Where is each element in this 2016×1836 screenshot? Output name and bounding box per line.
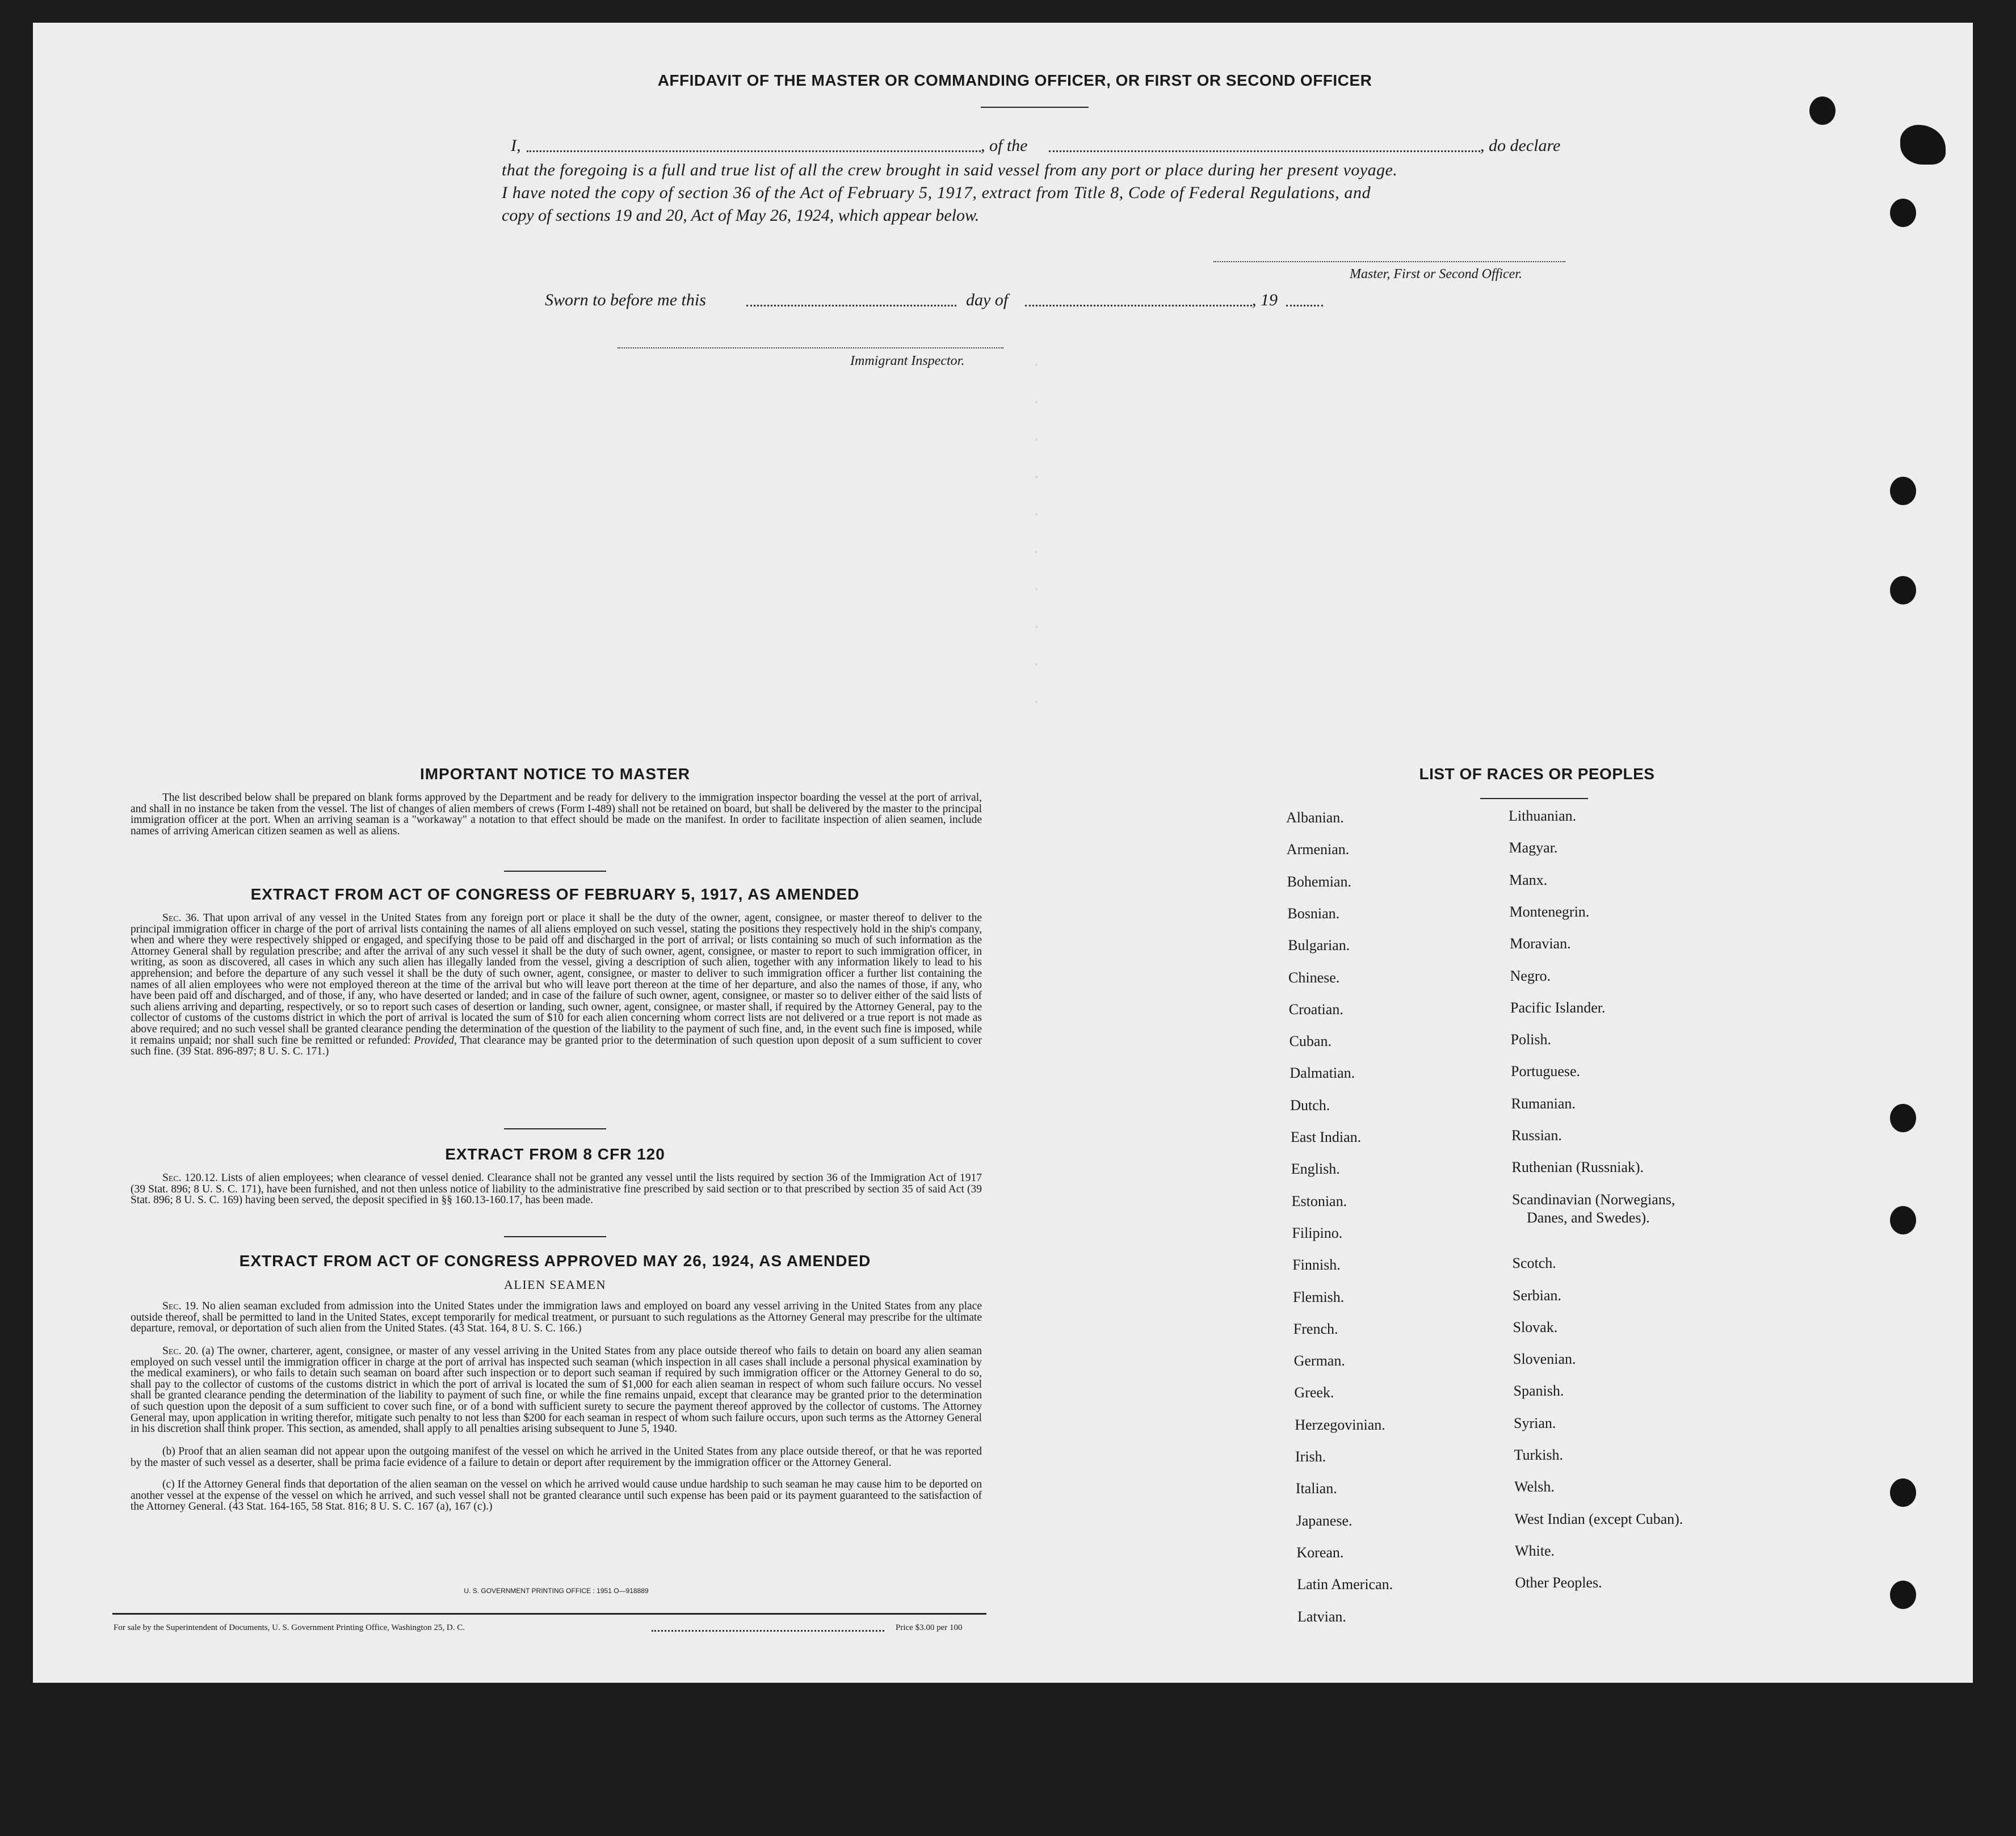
punch-hole [1890, 576, 1916, 604]
affidavit-of-the: , of the [981, 136, 1028, 155]
bleed-through-text: · · · · · · · · · · [1032, 356, 1041, 711]
affidavit-line-4: copy of sections 19 and 20, Act of May 26, 1924, which appear below. [502, 206, 980, 225]
race-item: Slovak. [1513, 1318, 1558, 1335]
notice-title: IMPORTANT NOTICE TO MASTER [419, 765, 691, 783]
day-of-label: day of [966, 291, 1009, 309]
punch-hole [1890, 1478, 1916, 1507]
race-item: West Indian (except Cuban). [1514, 1510, 1683, 1527]
extract-1924-sec19 [131, 1301, 982, 1334]
race-item: Cuban. [1289, 1033, 1332, 1050]
race-item: Ruthenian (Russniak). [1511, 1159, 1644, 1176]
race-item: Syrian. [1514, 1414, 1556, 1431]
divider [504, 871, 606, 872]
race-item: Filipino. [1292, 1224, 1343, 1241]
section-body: That upon arrival of any vessel in the United States from any foreign port or place it shall be the duty of the owner, agent, consignee, or master thereof to deliver to the principal immigration officer in charge of the port of arrival lists containing the names of all aliens employed on such vessel, stating the positions they respectively hold in the ship's company, when and where they were respectively shipped or engaged, and specifying those to be paid off and discharged in the port of arrival; or lists containing so much of such information as the Attorney General shall by regulation prescribe; and after the arrival of any such vessel it shall be the duty of such owner, agent, consignee, or master to report to such immigration officer, in writing, as soon as discovered, all cases in which any such alien has illegally landed from the vessel, giving a description of such alien, together with any information likely to lead to his apprehension; and before the departure of any such vessel it shall be the duty of such owner, agent, consignee, or master to deliver to such immigration officer a further list containing the names of all alien employees who were not employed thereon at the time of the arrival but who will leave port thereon at the time of her departure, and also the names of those, if any, who have been paid off and discharged, and of those, if any, who have deserted or landed; and in case of the failure of such owner, agent, consignee, or master so to deliver either of the said lists of such aliens arriving and departing, respectively, or so to report such cases of desertion or landing, such owner, agent, consignee, or master shall, if required by the Attorney General, pay to the collector of customs of the customs district in which the port of arrival is located the sum of $10 for each alien concerning whom correct lists are not delivered or a true report is not made as above required; and no such vessel shall be granted clearance pending the determination of the question of the liability to the payment of such fine, and, in the event such fine is imposed, while it remains unpaid; nor shall such fine be remitted or refunded: [131, 912, 982, 1047]
race-item: Scandinavian (Norwegians, Danes, and Swedes). [1512, 1191, 1675, 1226]
year-label: , 19 [1252, 291, 1278, 309]
race-item: Irish. [1295, 1448, 1326, 1465]
section-label: Sec. 20. [162, 1345, 199, 1357]
affidavit-i: I, [511, 136, 521, 155]
inspector-label: Immigrant Inspector. [850, 354, 965, 368]
section-body: Lists of alien employees; when clearance of vessel denied. Clearance shall not be granted any vessel until the lists required by section 36 of the Immigration Act of 1917 (39 Stat. 896; 8 U. S. C. 171), have been furnished, and not then unless notice of liability to the administrative fine prescribed by said section or to that prescribed by section 35 of said Act (39 Stat. 896; 8 U. S. C. 169) having been served, the deposit specified in §§ 160.13-160.17, has been made. [131, 1172, 982, 1207]
race-item: White. [1515, 1542, 1555, 1559]
binder-tear [1900, 125, 1946, 165]
affidavit-line-3: I have noted the copy of section 36 of the Act of February 5, 1917, extract from Title 8, Code of Federal Regulations, and [502, 183, 1371, 202]
race-item: Dalmatian. [1290, 1065, 1355, 1082]
affidavit-title: AFFIDAVIT OF THE MASTER OR COMMANDING OFFICER, OR FIRST OR SECOND OFFICER [657, 72, 1372, 89]
race-item: Turkish. [1514, 1447, 1563, 1463]
extract-1924-subtitle: ALIEN SEAMEN [504, 1278, 606, 1292]
race-item: Russian. [1511, 1127, 1562, 1144]
race-item: Moravian. [1510, 935, 1571, 952]
inspector-signature-line[interactable] [618, 347, 1003, 348]
extract-1917-title: EXTRACT FROM ACT OF CONGRESS OF FEBRUARY 5, 1917, AS AMENDED [250, 885, 860, 903]
punch-hole [1890, 1206, 1916, 1234]
extract-1924-sec20c: (c) If the Attorney General finds that deportation of the alien seaman on the vessel on which he arrived would cause undue hardship to such seaman he may cause him to be deported on another vessel at the expense of the vessel on which he arrived, and such vessel shall not be granted clearance until such expense has been paid or its payment guaranteed to the satisfaction of the Attorney General. (43 Stat. 164-165, 58 Stat. 816; 8 U. S. C. 167 (a), 167 (c).) [131, 1478, 982, 1513]
race-item: Korean. [1296, 1544, 1344, 1561]
section-label: Sec. 19. [162, 1300, 199, 1312]
divider [504, 1128, 606, 1129]
race-item: Japanese. [1296, 1512, 1353, 1529]
race-item: Montenegrin. [1509, 903, 1590, 920]
punch-hole [1890, 1104, 1916, 1132]
extract-1924-sec20a [131, 1346, 982, 1435]
race-item: Manx. [1509, 871, 1548, 888]
race-item: Rumanian. [1511, 1095, 1576, 1112]
race-item: Magyar. [1509, 839, 1558, 856]
race-item: Latvian. [1297, 1608, 1346, 1625]
vessel-field[interactable] [1049, 150, 1480, 152]
punch-hole [1890, 477, 1916, 505]
proviso-label: Provided, [414, 1034, 457, 1047]
extract-1924-title: EXTRACT FROM ACT OF CONGRESS APPROVED MAY 26, 1924, AS AMENDED [239, 1252, 871, 1270]
footer-rule [112, 1613, 986, 1615]
sworn-month-field[interactable] [1025, 305, 1252, 306]
section-body: No alien seaman excluded from admission into the United States under the immigration laws and employed on board any vessel arriving in the United States from any place outside thereof, shall be permitted to land in the United States, except temporarily for medical treatment, or pursuant to such regulations as the Attorney General may prescribe for the ultimate departure, removal, or deportation of such alien from the United States. (43 Stat. 164, 8 U. S. C. 166.) [131, 1300, 982, 1335]
race-item: Lithuanian. [1509, 808, 1577, 824]
master-label: Master, First or Second Officer. [1350, 267, 1522, 282]
proviso-body: That clearance may be granted prior to the determination of such question upon deposit of a sum sufficient to cover such fine. (39 Stat. 896-897; 8 U. S. C. 171.) [131, 1034, 982, 1058]
race-item: Latin American. [1297, 1576, 1393, 1593]
sworn-day-field[interactable] [746, 305, 956, 306]
document-page [33, 23, 1973, 1683]
race-item: Chinese. [1288, 969, 1340, 986]
races-title: LIST OF RACES OR PEOPLES [1419, 765, 1655, 783]
punch-hole [1890, 1581, 1916, 1609]
race-item: Serbian. [1513, 1287, 1561, 1304]
race-item: Other Peoples. [1515, 1574, 1602, 1591]
race-item: Dutch. [1290, 1096, 1330, 1114]
race-item: Bosnian. [1287, 905, 1340, 922]
affidavit-line-2: that the foregoing is a full and true list of all the crew brought in said vessel from any port or place during her present voyage. [502, 161, 1398, 179]
race-item: Bulgarian. [1288, 937, 1350, 954]
race-item: Croatian. [1288, 1001, 1343, 1018]
section-body: (a) The owner, charterer, agent, consignee, or master of any vessel arriving in the United States from any place outside thereof who fails to detain on board any alien seaman employed on such vessel until the immigration officer in charge at the port of arrival has inspected such seaman (which inspection in all cases shall include a personal physical examination by the medical examiners), or who fails to detain such seaman on board after such inspection or to deport such seaman if required by such immigration officer or the Attorney General to do so, shall pay to the collector of customs of the customs district in which the port of arrival is located the sum of $1,000 for each alien seaman in respect of whom such failure occurs. No vessel shall be granted clearance pending the determination of the liability to payment of such fine, or while the fine remains unpaid, except that clearance may be granted prior to the determination of such question upon the deposit of a sum sufficient to cover such fine, or of a bond with sufficient surety to secure the payment thereof approved by the collector of customs. The Attorney General may, upon application in writing therefor, mitigate such penalty to not less than $200 for each seaman in respect of whom such failure occurs, upon such terms as the Attorney General in his discretion shall think proper. This section, as amended, shall apply to all penalties arising subsequent to June 5, 1940. [131, 1345, 982, 1435]
affidavit-do-declare: , do declare [1480, 136, 1561, 155]
extract-1917-text [131, 913, 982, 1057]
footer-price: Price $3.00 per 100 [896, 1623, 963, 1632]
divider [504, 1236, 606, 1237]
divider [981, 107, 1089, 108]
extract-1924-sec20b: (b) Proof that an alien seaman did not appear upon the outgoing manifest of the vessel on which he arrived in the United States from any place outside thereof, or that he was reported by the master of such vessel as a deserter, shall be prima facie evidence of a failure to detain or deport after requirement by the immigration officer or the Attorney General. [131, 1446, 982, 1469]
race-item: Portuguese. [1511, 1063, 1581, 1080]
race-item: Negro. [1510, 967, 1551, 984]
footer-leaders [652, 1630, 884, 1632]
race-item: East Indian. [1291, 1129, 1362, 1145]
section-label: Sec. 120.12. [162, 1172, 218, 1184]
extract-cfr-title: EXTRACT FROM 8 CFR 120 [445, 1145, 665, 1163]
punch-hole [1809, 96, 1836, 125]
race-item: English. [1291, 1161, 1340, 1178]
race-item: French. [1293, 1320, 1338, 1337]
notice-text: The list described below shall be prepared on blank forms approved by the Department and be ready for delivery to the immigration inspector boarding the vessel at the port of arrival, and shall in no instance be taken from the vessel. The list of changes of alien members of crews (Form I-489) shall not be retained on board, but shall be delivered by the master to the principal immigration officer at the port. When an arriving seaman is a "workaway" a notation to that effect should be made on the manifest. In order to facilitate inspection of alien seamen, include names of arriving American citizen seamen as well as aliens. [131, 792, 982, 837]
race-item: Welsh. [1514, 1478, 1555, 1495]
sworn-year-field[interactable] [1286, 305, 1323, 306]
race-item: German. [1293, 1352, 1345, 1369]
race-item: Estonian. [1291, 1192, 1347, 1209]
sworn-label: Sworn to before me this [545, 291, 706, 309]
race-item: Armenian. [1286, 841, 1350, 858]
race-item: Slovenian. [1513, 1351, 1576, 1368]
race-item: Flemish. [1293, 1288, 1345, 1305]
race-item: Albanian. [1286, 809, 1344, 826]
printing-office-line: U. S. GOVERNMENT PRINTING OFFICE : 1951 O—918889 [464, 1587, 649, 1595]
race-item: Finnish. [1292, 1257, 1341, 1274]
extract-cfr-text [131, 1173, 982, 1206]
punch-hole [1890, 199, 1916, 227]
section-label: Sec. 36. [162, 912, 200, 924]
race-item: Spanish. [1513, 1383, 1564, 1400]
race-item: Polish. [1510, 1031, 1552, 1048]
race-item: Bohemian. [1287, 873, 1351, 890]
race-item: Pacific Islander. [1510, 999, 1606, 1016]
race-item: Italian. [1295, 1480, 1337, 1497]
divider [1480, 798, 1588, 799]
race-item: Greek. [1294, 1384, 1334, 1401]
name-field[interactable] [527, 150, 981, 152]
race-item: Scotch. [1512, 1255, 1556, 1272]
race-item: Herzegovinian. [1295, 1416, 1385, 1433]
footer-sale: For sale by the Superintendent of Documents, U. S. Government Printing Office, Washington 25, D. C. [114, 1623, 465, 1632]
master-signature-line[interactable] [1213, 261, 1565, 262]
